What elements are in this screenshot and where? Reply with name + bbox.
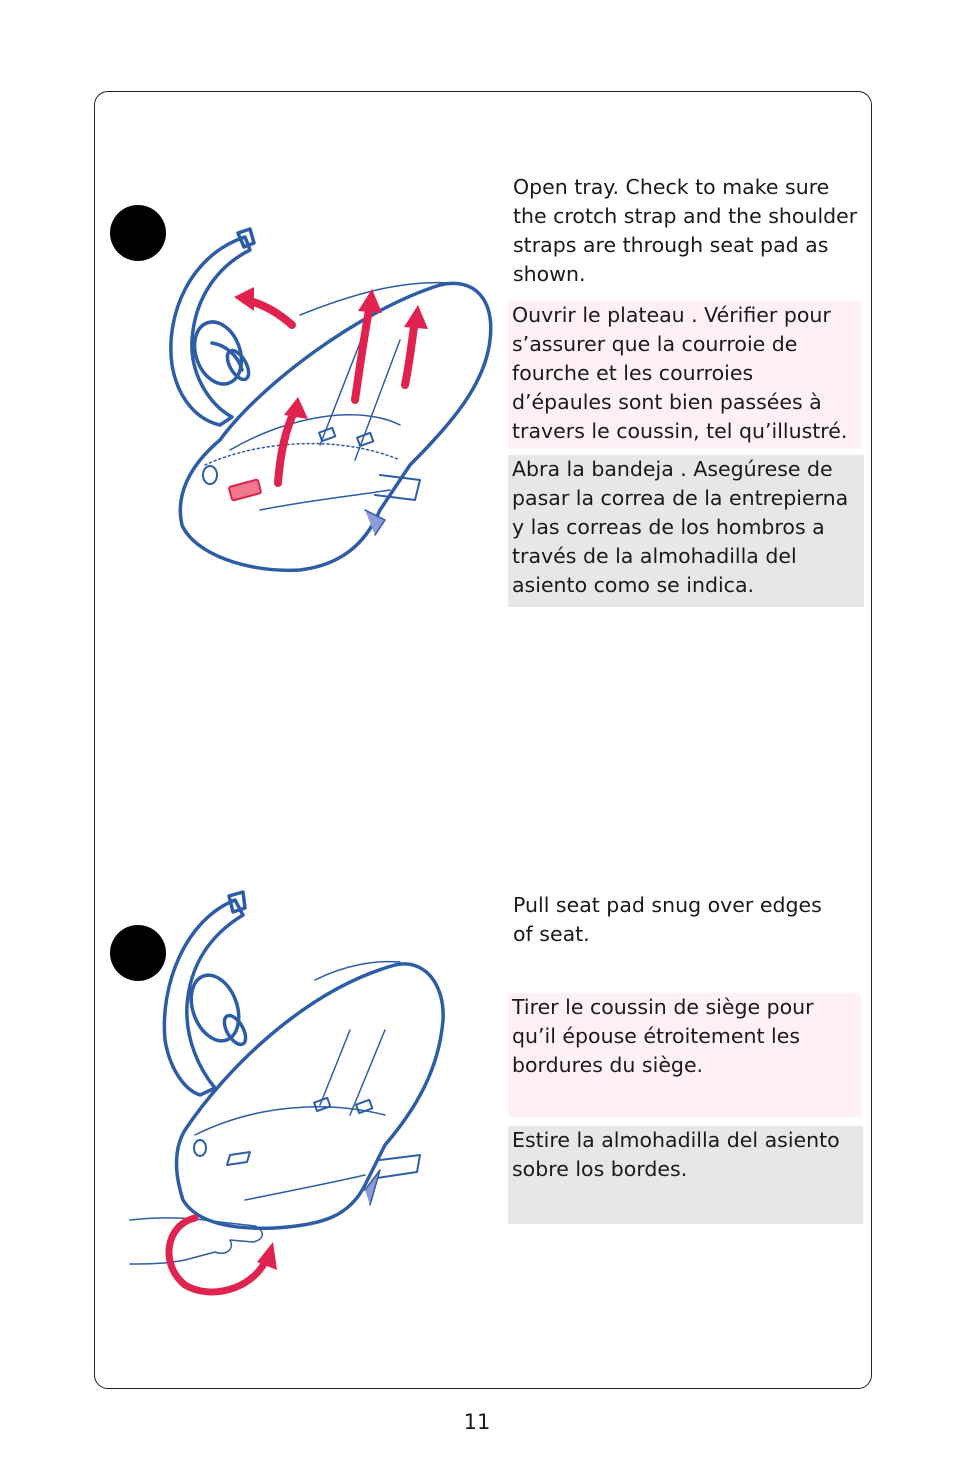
step-2-french-text: Tirer le coussin de siège pour qu’il épouse étroitement les bordures du siège. [508, 993, 861, 1117]
crotch-buckle [229, 479, 262, 500]
step-1-french-text: Ouvrir le plateau . Vérifier pour s’assurer que la courroie de fourche et les courroies d’épaules sont bien passées à travers le coussin, tel qu’illustré. [508, 301, 861, 449]
step-1-english-text: Open tray. Check to make sure the crotch strap and the shoulder straps are through seat pad as shown. [513, 175, 858, 286]
step-2-illustration [125, 890, 445, 1300]
step-1-spanish-text: Abra la bandeja . Asegúrese de pasar la correa de la entrepierna y las correas de los hombros a través de la almohadilla del asiento como se indica. [508, 455, 864, 607]
step-2-spanish-text: Estire la almohadilla del asiento sobre los bordes. [508, 1126, 863, 1224]
hand-outline [130, 1218, 262, 1264]
tray-arm [171, 237, 250, 425]
page-number: 11 [463, 1410, 491, 1434]
step-2-english-text: Pull seat pad snug over edges of seat. [513, 893, 822, 946]
step-1-illustration [150, 225, 500, 575]
